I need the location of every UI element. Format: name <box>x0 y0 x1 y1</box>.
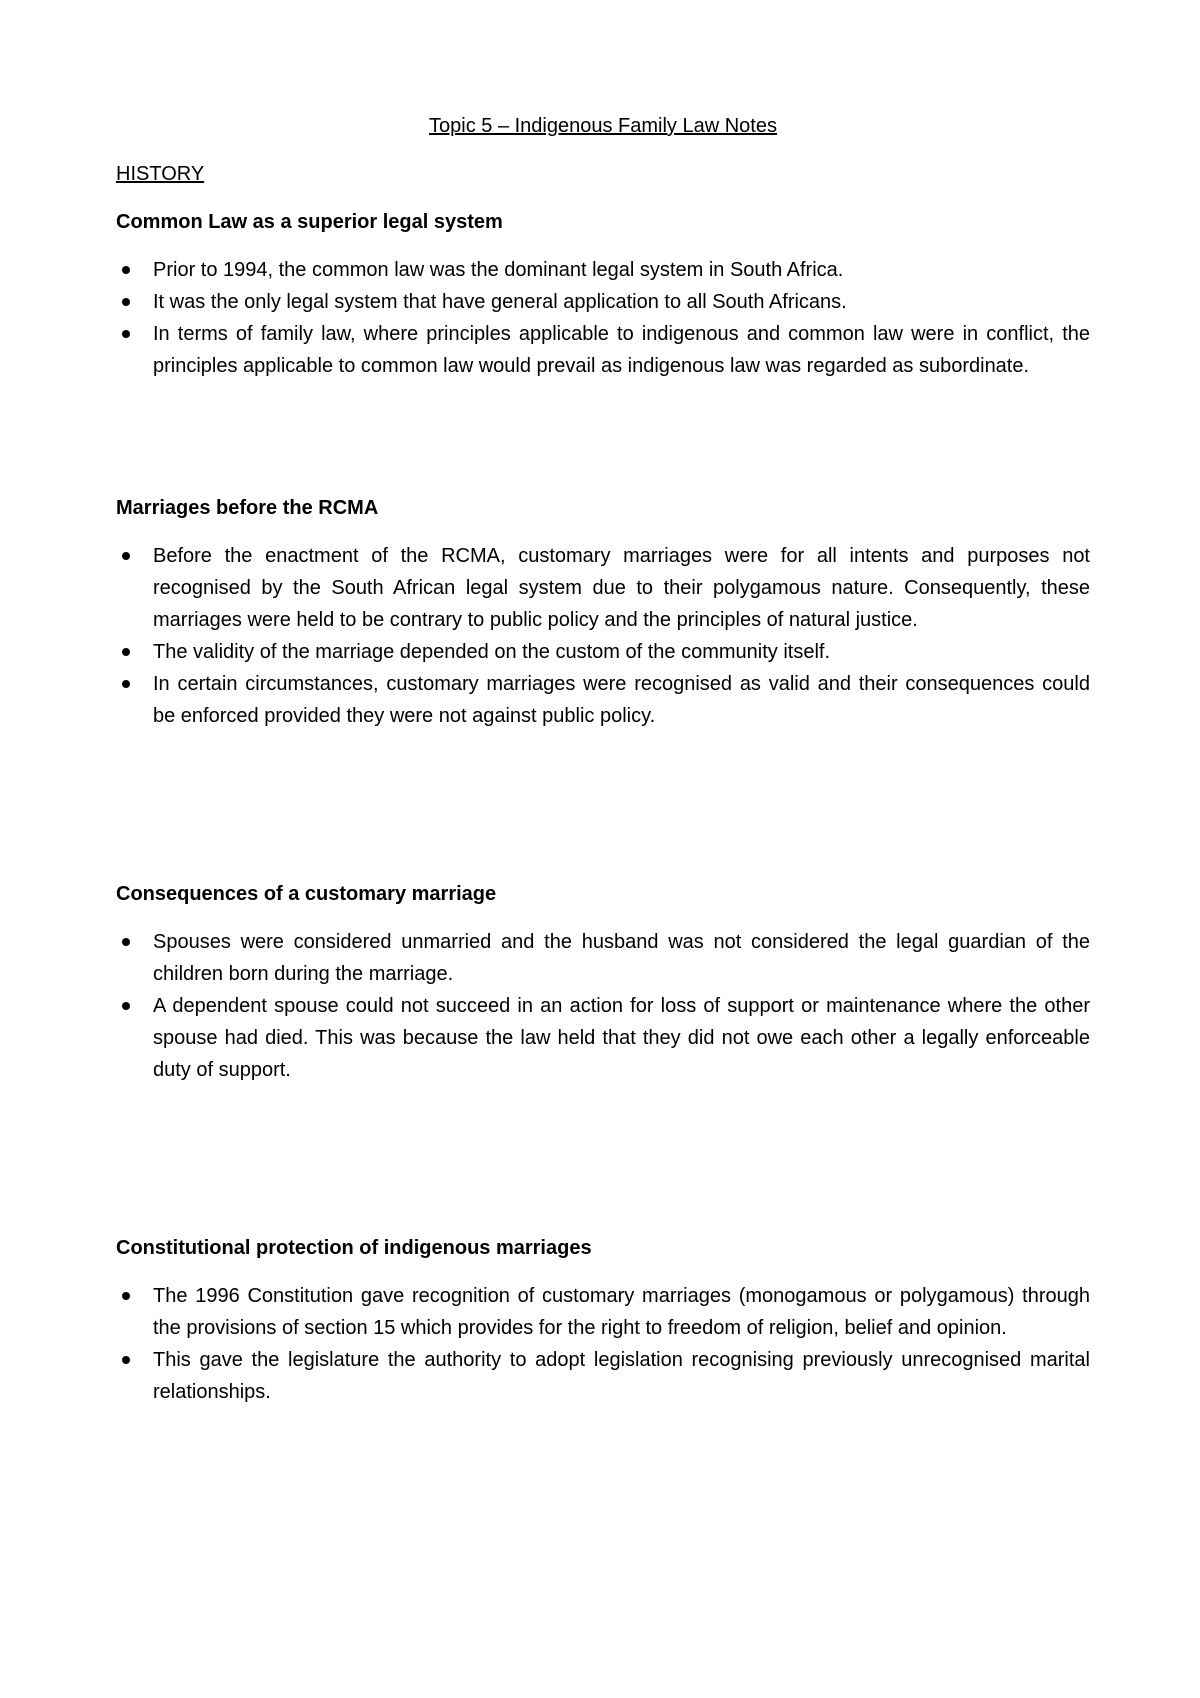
list-item-text: Spouses were considered unmarried and the husband was not considered the legal guardian of the children born during the marriage. <box>153 931 1090 985</box>
history-heading: HISTORY <box>116 163 205 185</box>
document-title: Topic 5 – Indigenous Family Law Notes <box>429 115 777 137</box>
section-heading: Constitutional protection of indigenous marriages <box>116 1237 592 1259</box>
list-item <box>116 254 1090 286</box>
bullet-icon <box>122 330 130 338</box>
section-constitutional-protection <box>116 1234 1090 1408</box>
section-consequences <box>116 880 1090 1086</box>
section-marriages-before-rcma <box>116 494 1090 732</box>
bullet-icon <box>122 298 130 306</box>
section-common-law <box>116 208 1090 382</box>
list-item-text: The 1996 Constitution gave recognition of customary marriages (monogamous or polygamous) through the provisions of section 15 which provides for the right to freedom of religion, belief and opinion. <box>153 1285 1090 1339</box>
list-item <box>116 636 1090 668</box>
bullet-list <box>116 1280 1090 1408</box>
list-item-text: The validity of the marriage depended on the custom of the community itself. <box>153 641 831 663</box>
bullet-list <box>116 540 1090 732</box>
bullet-icon <box>122 938 130 946</box>
list-item <box>116 990 1090 1086</box>
list-item-text: Prior to 1994, the common law was the dominant legal system in South Africa. <box>153 259 844 281</box>
section-heading: Common Law as a superior legal system <box>116 211 503 233</box>
section-heading: Consequences of a customary marriage <box>116 883 497 905</box>
list-item-text: Before the enactment of the RCMA, customary marriages were for all intents and purposes not recognised by the South African legal system due to their polygamous nature. Consequently, these marriages were held to be contrary to public policy and the principles of natural justice. <box>153 545 1090 631</box>
bullet-icon <box>122 552 130 560</box>
section-heading: Marriages before the RCMA <box>116 497 379 519</box>
list-item <box>116 668 1090 732</box>
list-item <box>116 926 1090 990</box>
list-item <box>116 286 1090 318</box>
list-item <box>116 1280 1090 1344</box>
bullet-icon <box>122 648 130 656</box>
list-item-text: A dependent spouse could not succeed in an action for loss of support or maintenance where the other spouse had died. This was because the law held that they did not owe each other a legally enforceable duty of support. <box>153 995 1090 1081</box>
bullet-icon <box>122 680 130 688</box>
bullet-icon <box>122 1356 130 1364</box>
list-item <box>116 318 1090 382</box>
list-item <box>116 540 1090 636</box>
bullet-list <box>116 926 1090 1086</box>
list-item-text: This gave the legislature the authority to adopt legislation recognising previously unrecognised marital relationships. <box>153 1349 1090 1403</box>
bullet-icon <box>122 1292 130 1300</box>
list-item-text: In certain circumstances, customary marriages were recognised as valid and their consequences could be enforced provided they were not against public policy. <box>153 673 1090 727</box>
bullet-list <box>116 254 1090 382</box>
list-item <box>116 1344 1090 1408</box>
bullet-icon <box>122 1002 130 1010</box>
list-item-text: It was the only legal system that have general application to all South Africans. <box>153 291 847 313</box>
bullet-icon <box>122 266 130 274</box>
list-item-text: In terms of family law, where principles applicable to indigenous and common law were in conflict, the principles applicable to common law would prevail as indigenous law was regarded as subordinate. <box>153 323 1090 377</box>
document-page <box>116 112 1090 1408</box>
